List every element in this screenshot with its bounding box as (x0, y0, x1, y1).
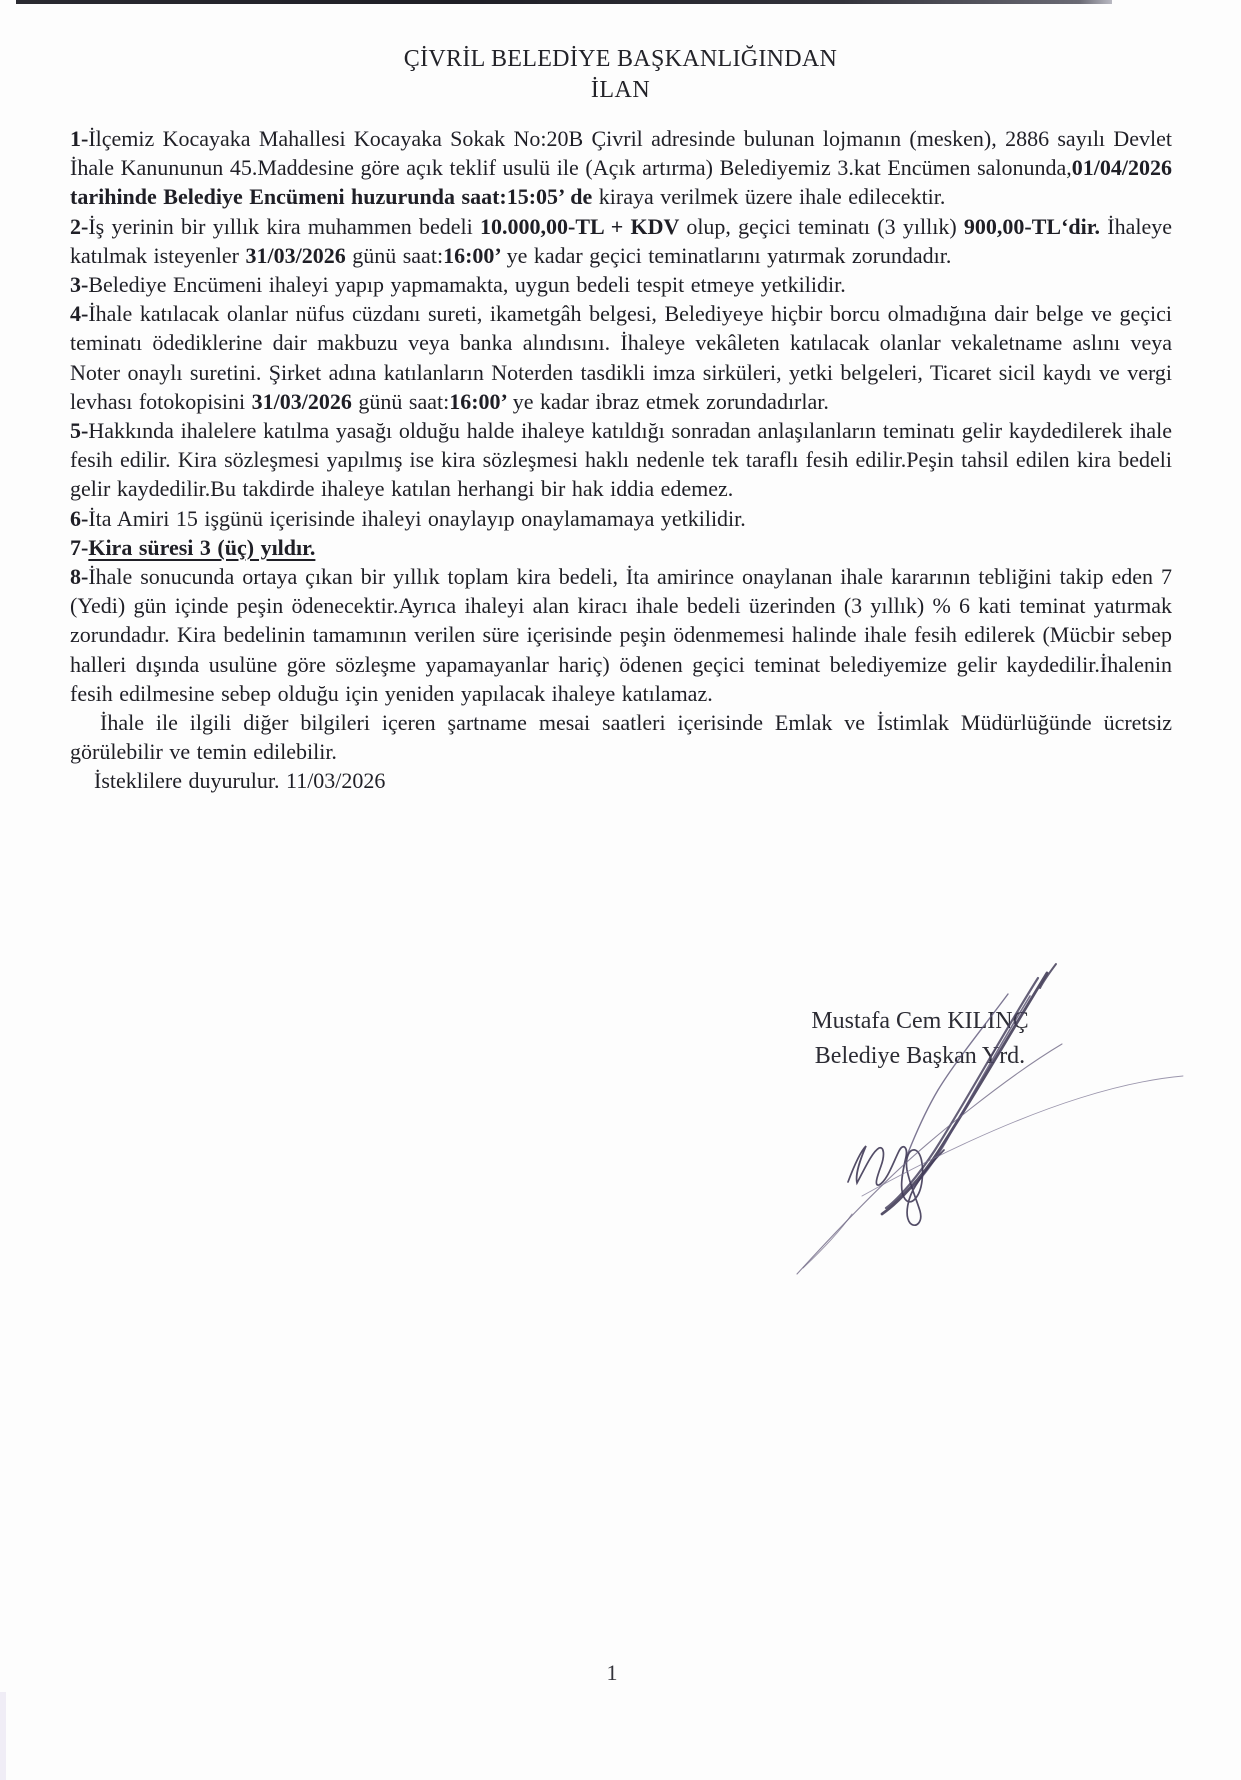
text-segment: olup, geçici teminatı (3 yıllık) (686, 213, 964, 239)
text-segment: 10.000,00-TL + KDV (480, 213, 687, 239)
document-header (0, 44, 1241, 105)
paragraph-terms-info (70, 708, 1179, 766)
text-segment: 3- (70, 272, 89, 298)
paragraph-announcement-date (70, 766, 1172, 795)
handwritten-signature-ink (690, 950, 1200, 1290)
text-segment: 900,00-TL‘dir. (963, 213, 1108, 239)
text-segment: İhale ile ilgili diğer bilgileri içeren şartname mesai saatleri içerisinde Emlak ve İstimlak Müdürlüğünde ücretsiz görülebilir ve temin edilebilir. (70, 710, 1179, 765)
text-segment: Kira süresi 3 (üç) yıldır. (88, 534, 316, 560)
paragraph-item-2 (70, 212, 1179, 270)
paragraph-item-4 (70, 299, 1179, 416)
text-segment: günü saat: (352, 242, 444, 268)
scan-artifact-top-edge (16, 0, 1112, 4)
signature-block (752, 1004, 1088, 1074)
paragraph-item-5 (70, 416, 1179, 504)
text-segment: Hakkında ihalelere katılma yasağı olduğu halde ihaleye katıldığı sonradan anlaşılanların teminatı gelir kaydedilerek ihale fesih edilir. Kira sözleşmesi yapılmış ise kira sözleşmesi haklı nedenle tek taraflı fesih edilir.Peşin tahsil edilen kira bedeli gelir kaydedilir.Bu takdirde ihaleye katılan herhangi bir hak iddia edemez. (70, 418, 1179, 502)
text-segment: İsteklilere duyurulur. 11/03/2026 (94, 768, 386, 794)
text-segment: ye kadar ibraz etmek zorundadırlar. (512, 388, 829, 414)
signatory-title: Belediye Başkan Yrd. (814, 1043, 1026, 1069)
text-segment: İhaleye katılmak isteyenler (70, 213, 1179, 268)
scan-artifact-left-edge (0, 1692, 6, 1780)
text-segment: Belediye Encümeni ihaleyi yapıp yapmamakta, uygun bedeli tespit etmeye yetkilidir. (88, 272, 846, 298)
text-segment: 16:00’ (443, 242, 507, 268)
page-number: 1 (606, 1660, 618, 1685)
text-segment: 16:00’ (449, 388, 513, 414)
paragraph-item-3 (70, 270, 1172, 299)
document-subtitle: İLAN (590, 77, 651, 103)
text-segment: kiraya verilmek üzere ihale edilecektir. (598, 184, 946, 210)
paragraph-item-1 (70, 124, 1179, 212)
text-segment: 31/03/2026 (251, 388, 359, 414)
document-title: ÇİVRİL BELEDİYE BAŞKANLIĞINDAN (403, 46, 838, 72)
paragraph-item-8 (70, 562, 1179, 708)
text-segment: İlçemiz Kocayaka Mahallesi Kocayaka Sokak No:20B Çivril adresinde bulunan lojmanın (mesken), 2886 sayılı Devlet İhale Kanununun 45.Maddesine göre açık teklif usulü ile (Açık artırma) Belediyemiz 3.kat Encümen salonunda, (70, 126, 1179, 181)
text-segment: İş yerinin bir yıllık kira muhammen bedeli (88, 213, 481, 239)
text-segment: 8- (70, 564, 89, 590)
signatory-name: Mustafa Cem KILINÇ (811, 1008, 1029, 1034)
text-segment: İta Amiri 15 işgünü içerisinde ihaleyi onaylayıp onaylamamaya yetkilidir. (88, 505, 746, 531)
paragraph-item-7 (70, 533, 1172, 562)
paragraph-item-6 (70, 504, 1172, 533)
text-segment: İhale sonucunda ortaya çıkan bir yıllık toplam kira bedeli, İta amirince onaylanan ihale kararının tebliğini takip eden 7 (Yedi) gün içinde peşin ödenecektir.Ayrıca ihaleyi alan kiracı ihale bedeli üzerinden (3 yıllık) % 6 kati teminat yatırmak zorundadır. Kira bedelinin tamamının verilen süre içerisinde peşin ödenmemesi halinde ihale fesih edilerek (Mücbir sebep halleri dışında usulüne göre sözleşme yapamayanlar hariç) ödenen geçici teminat belediyemize gelir kaydedilir.İhalenin fesih edilmesine sebep olduğu için yeniden yapılacak ihaleye katılamaz. (70, 564, 1179, 706)
text-segment: 1- (70, 126, 89, 151)
text-segment: ye kadar geçici teminatlarını yatırmak zorundadır. (506, 242, 952, 268)
text-segment: 01/04/2026 tarihinde Belediye Encümeni huzurunda saat:15:05’ de (70, 155, 1179, 210)
text-segment: 7- (70, 534, 89, 560)
text-segment: İhale katılacak olanlar nüfus cüzdanı sureti, ikametgâh belgesi, Belediyeye hiçbir borcu olmadığına dair belge ve geçici teminatı ödediklerine dair makbuzu veya banka alındısını. İhaleye vekâleten katılacak olanlar vekaletname aslını veya Noter onaylı suretini. Şirket adına katılanların Noterden tasdikli imza sirküleri, yetki belgeleri, Ticaret sicil kaydı ve vergi levhası fotokopisini (70, 301, 1179, 414)
text-segment: 31/03/2026 (245, 242, 353, 268)
text-segment: 4- (70, 301, 89, 327)
text-segment: 2- (70, 213, 89, 239)
text-segment: günü saat: (358, 388, 450, 414)
text-segment: 5- (70, 418, 89, 444)
announcement-body (70, 124, 1179, 796)
text-segment: 6- (70, 505, 89, 531)
